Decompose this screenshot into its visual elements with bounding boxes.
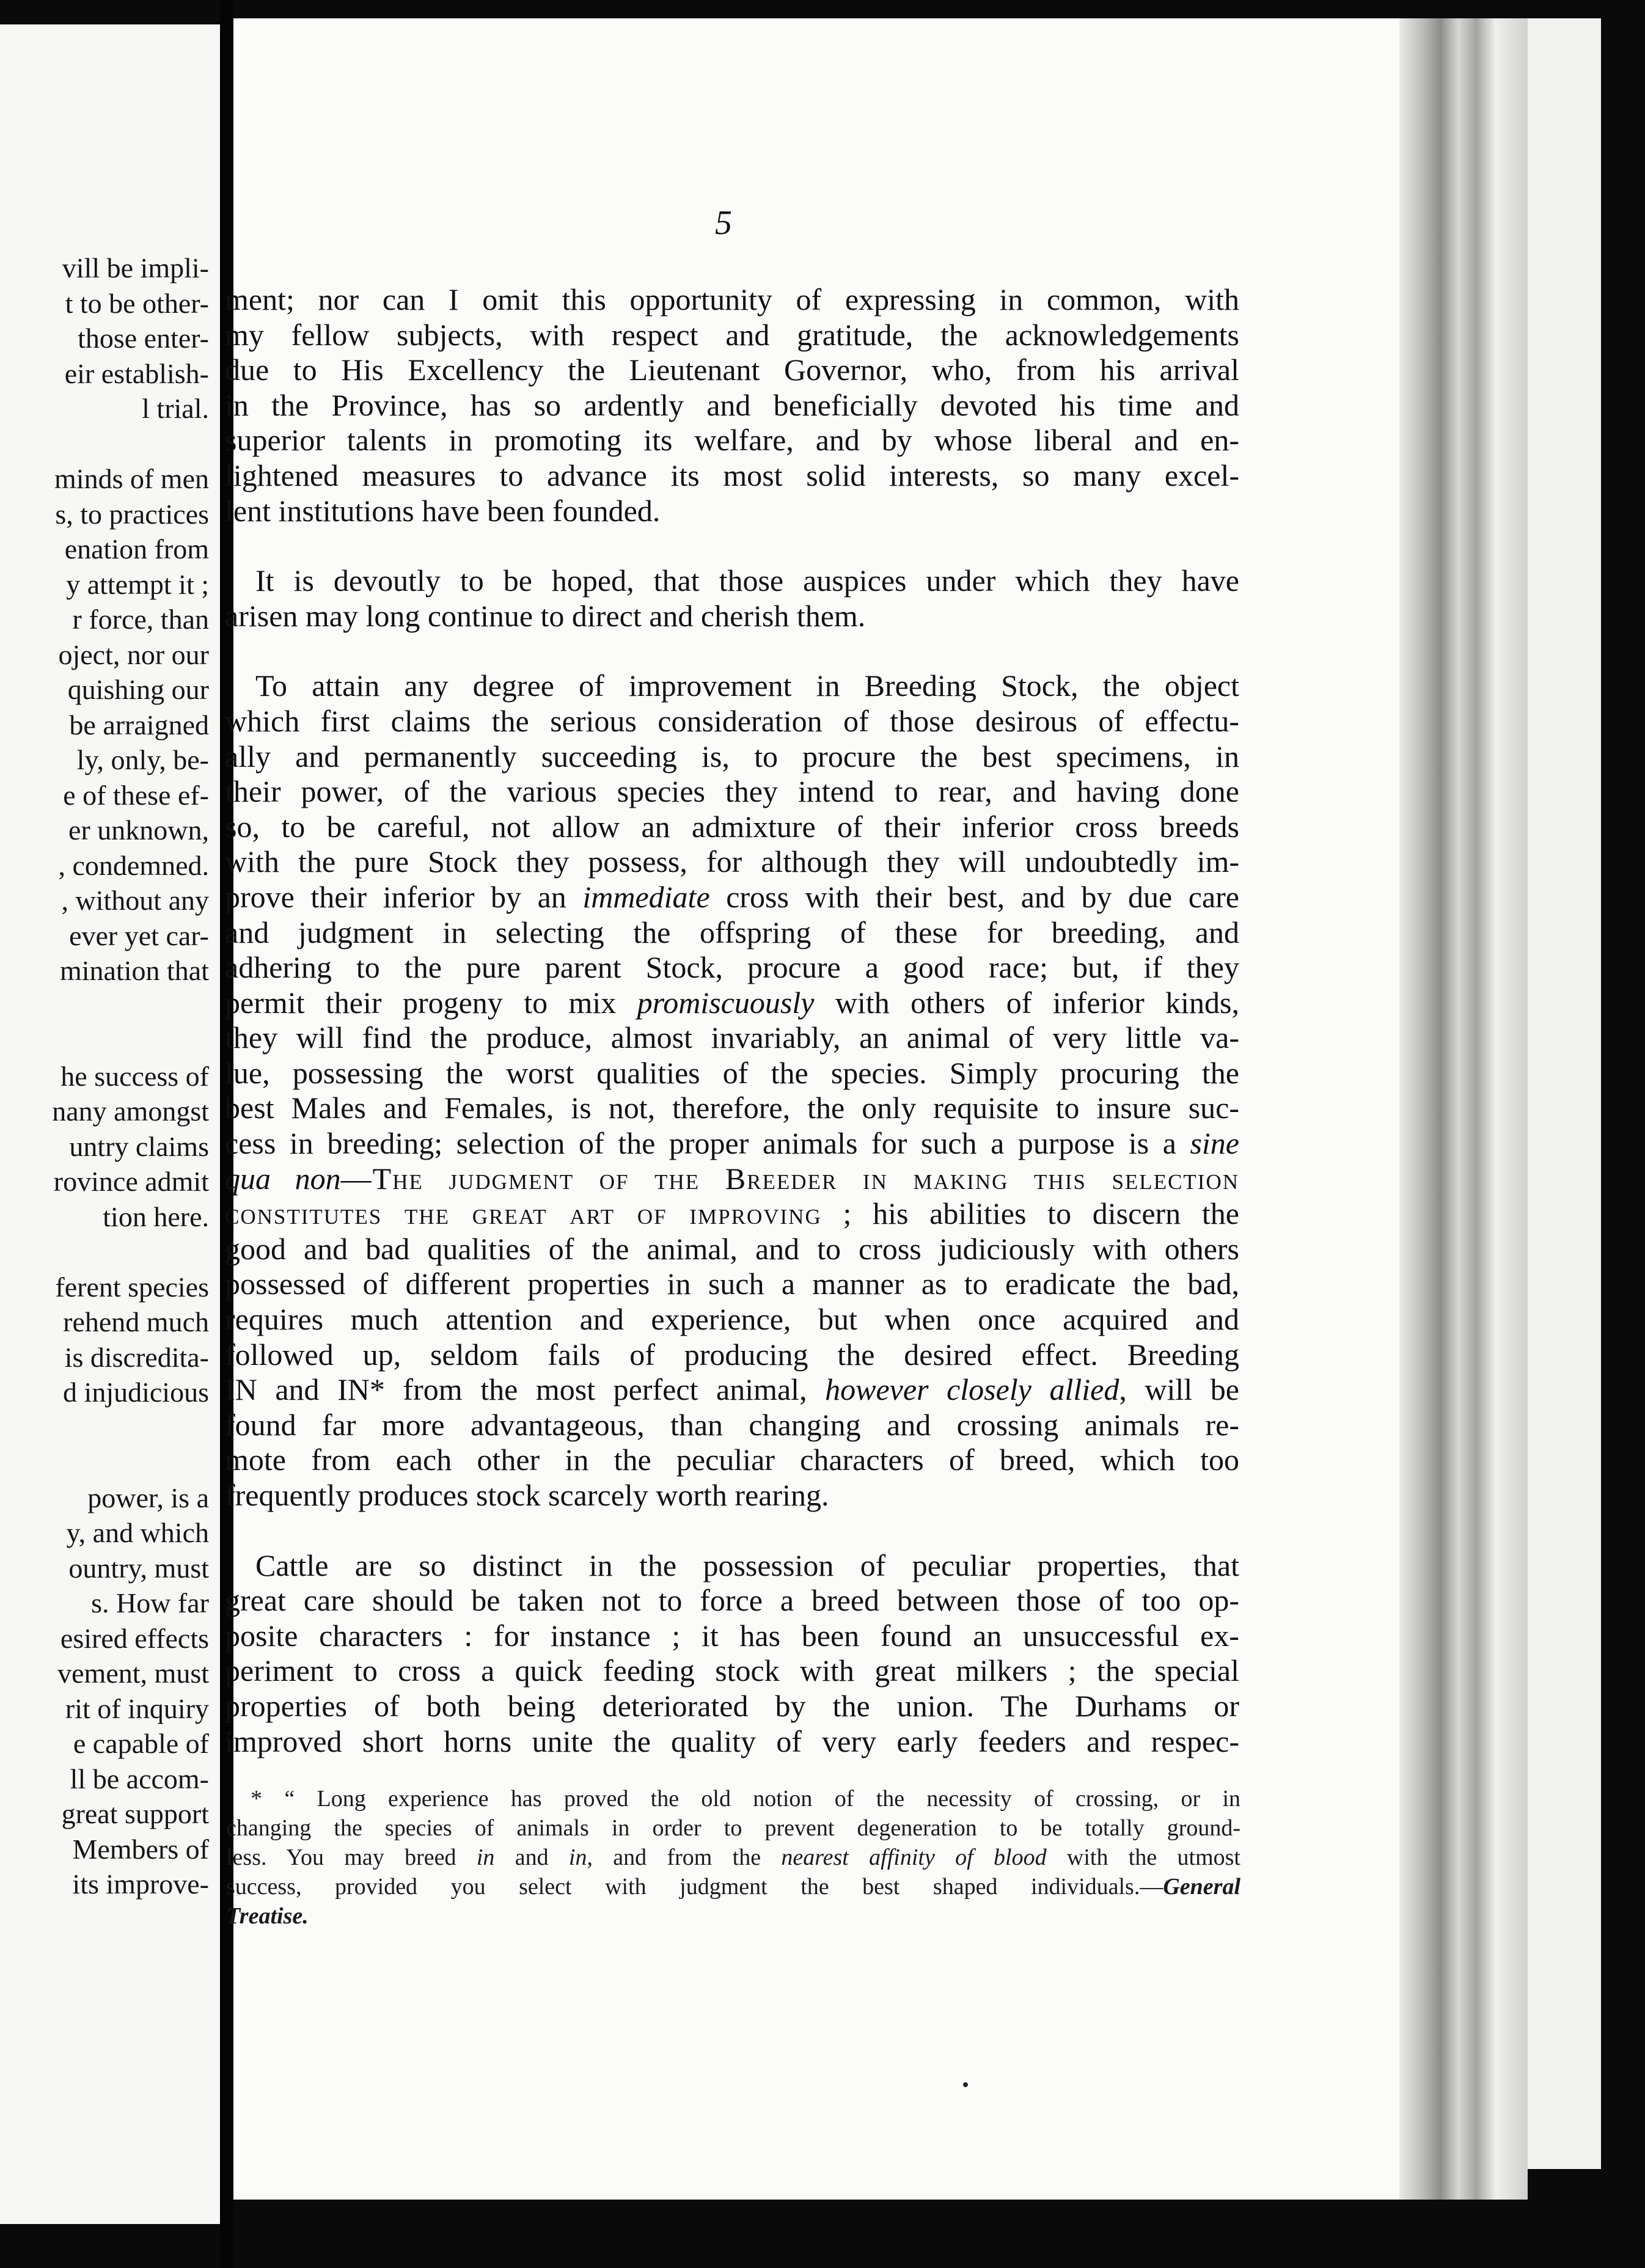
left-page-fragment <box>0 24 220 2224</box>
left-fragment-line: oject, nor our <box>58 638 209 670</box>
left-fragment-line: he success of <box>60 1060 209 1092</box>
text-line: adhering to the pure parent Stock, procure a good race; but, if they <box>225 950 1239 985</box>
left-fragment-line <box>7 1234 209 1270</box>
text-run: with the utmost <box>1046 1845 1240 1870</box>
text-line: due to His Excellency the Lieutenant Governor, who, from his arrival <box>225 353 1239 387</box>
main-text-column <box>225 282 1239 1759</box>
text-line: best Males and Females, is not, therefore, the only requisite to insure suc- <box>225 1091 1239 1125</box>
text-line: mote from each other in the peculiar characters of breed, which too <box>225 1443 1239 1477</box>
left-fragment-line <box>7 989 209 1024</box>
left-fragment-line: l trial. <box>142 393 209 424</box>
left-fragment-line: e capable of <box>73 1728 209 1759</box>
text-line: they will find the produce, almost invariably, an animal of very little va- <box>225 1020 1239 1055</box>
left-fragment-line: s. How far <box>91 1587 209 1619</box>
footnote-line: changing the species of animals in order to prevent degeneration to be totally ground- <box>226 1815 1240 1841</box>
left-fragment-line: rovince admit <box>53 1166 209 1197</box>
text-run: prove their inferior by an <box>225 879 583 914</box>
left-fragment-line <box>7 426 209 462</box>
left-fragment-line: s, to practices <box>55 498 209 530</box>
italic-run: promiscuously <box>637 985 815 1020</box>
text-line <box>225 1161 1239 1197</box>
text-line: lent institutions have been founded. <box>225 493 661 528</box>
text-line: To attain any degree of improvement in Breeding Stock, the object <box>255 668 1239 703</box>
text-line: superior talents in promoting its welfare, and by whose liberal and en- <box>225 423 1239 458</box>
left-fragment-line: untry claims <box>69 1130 209 1162</box>
text-line: properties of both being deteriorated by the union. The Durhams or <box>225 1688 1239 1723</box>
text-run: and <box>494 1845 569 1870</box>
left-fragment-line: rehend much <box>63 1306 209 1337</box>
text-line: ally and permanently succeeding is, to procure the best specimens, in <box>225 739 1239 774</box>
text-line: periment to cross a quick feeding stock with great milkers ; the special <box>225 1653 1239 1688</box>
page-edges <box>1399 18 1528 2200</box>
text-line: found far more advantageous, than changing and crossing animals re- <box>225 1407 1239 1442</box>
left-fragment-line: vement, must <box>57 1658 209 1689</box>
left-fragment-line: be arraigned <box>69 709 209 741</box>
footnote-line <box>226 1843 1240 1872</box>
text-line <box>225 1126 1239 1161</box>
text-line <box>225 986 1239 1021</box>
text-run: , and from the <box>587 1845 782 1870</box>
left-fragment-line <box>7 1410 209 1446</box>
text-line: posite characters : for instance ; it has been found an unsuccessful ex- <box>225 1618 1239 1653</box>
small-caps-run: —The judgment of the Breeder in making this selection <box>340 1161 1240 1196</box>
text-line <box>225 1372 1239 1408</box>
left-fragment-line: ferent species <box>55 1271 209 1303</box>
paragraph-4 <box>225 1548 1239 1760</box>
text-run: with others of inferior kinds, <box>814 985 1239 1020</box>
italic-run: in <box>476 1845 495 1870</box>
text-line: followed up, seldom fails of producing the desired effect. Breeding <box>225 1337 1239 1372</box>
left-page-text-column <box>7 251 209 1902</box>
text-run: permit their progeny to mix <box>225 985 637 1020</box>
left-fragment-line <box>7 1023 209 1059</box>
text-line: with the pure Stock they possess, for although they will undoubtedly im- <box>225 844 1239 879</box>
text-run: less. You may breed <box>226 1845 477 1870</box>
text-run: IN and IN* from the most perfect animal, <box>225 1372 826 1407</box>
left-fragment-line: mination that <box>59 955 209 986</box>
text-line: It is devoutly to be hoped, that those auspices under which they have <box>255 563 1239 598</box>
text-line: lightened measures to advance its most solid interests, so many excel- <box>225 458 1239 492</box>
left-fragment-line: ountry, must <box>68 1552 209 1584</box>
italic-run: in <box>568 1845 587 1870</box>
text-line: which first claims the serious consideration of those desirous of effectu- <box>225 703 1239 738</box>
left-fragment-line: its improve- <box>72 1868 209 1900</box>
italic-run: qua non <box>225 1161 341 1196</box>
left-fragment-line: tion here. <box>103 1201 209 1232</box>
left-fragment-line: Members of <box>72 1833 209 1865</box>
text-line: great care should be taken not to force a breed between those of too op- <box>225 1583 1239 1618</box>
left-fragment-line: e of these ef- <box>63 779 209 811</box>
text-line: improved short horns unite the quality of very early feeders and respec- <box>225 1724 1239 1758</box>
left-fragment-line: quishing our <box>67 674 209 705</box>
outer-page-strip <box>1528 18 1601 2169</box>
footnote-line <box>226 1872 1240 1901</box>
text-run: cross with their best, and by due care <box>709 879 1239 914</box>
left-fragment-line: y, and which <box>66 1517 209 1548</box>
italic-run: Treatise. <box>226 1903 309 1929</box>
left-fragment-line: nany amongst <box>52 1096 209 1127</box>
text-run: ; his abilities to discern the <box>821 1196 1239 1231</box>
left-fragment-line: ever yet car- <box>69 920 209 951</box>
left-fragment-line: ll be accom- <box>70 1763 209 1794</box>
ink-speck <box>963 2082 968 2087</box>
left-fragment-line: eir establish- <box>64 357 209 389</box>
footnote <box>226 1784 1240 1931</box>
text-run: cess in breeding; selection of the proper animals for such a purpose is a <box>225 1126 1190 1161</box>
text-line: so, to be careful, not allow an admixture of their inferior cross breeds <box>225 809 1239 844</box>
text-line: requires much attention and experience, but when once acquired and <box>225 1302 1239 1337</box>
text-line: frequently produces stock scarcely worth rearing. <box>225 1478 829 1512</box>
text-line: arisen may long continue to direct and cherish them. <box>225 598 866 633</box>
text-line: lue, possessing the worst qualities of the species. Simply procuring the <box>225 1055 1239 1090</box>
italic-run: General <box>1163 1874 1240 1900</box>
left-fragment-line: er unknown, <box>68 814 209 846</box>
italic-run: however closely allied <box>825 1372 1119 1407</box>
left-fragment-line: power, is a <box>87 1482 209 1513</box>
left-fragment-line: great support <box>61 1798 209 1829</box>
left-fragment-line: vill be impli- <box>62 252 209 284</box>
left-fragment-line: is discredita- <box>64 1341 209 1373</box>
left-fragment-line: , condemned. <box>58 849 209 881</box>
text-line <box>225 1196 1239 1232</box>
left-fragment-line: r force, than <box>72 604 209 635</box>
left-fragment-line: enation from <box>64 533 209 565</box>
left-fragment-line: , without any <box>61 885 209 916</box>
text-line: their power, of the various species they intend to rear, and having done <box>225 774 1239 809</box>
paragraph-2 <box>225 563 1239 634</box>
text-line: my fellow subjects, with respect and gratitude, the acknowledgements <box>225 317 1239 352</box>
left-fragment-line: ly, only, be- <box>76 744 209 775</box>
small-caps-run: constitutes the great art of improving <box>225 1196 822 1231</box>
left-fragment-line: t to be other- <box>65 287 209 319</box>
text-line: possessed of different properties in such a manner as to eradicate the bad, <box>225 1267 1239 1301</box>
text-line: and judgment in selecting the offspring of these for breeding, and <box>225 915 1239 949</box>
left-fragment-line: rit of inquiry <box>65 1692 209 1724</box>
text-run: , will be <box>1119 1372 1239 1407</box>
text-line: in the Province, has so ardently and beneficially devoted his time and <box>225 387 1239 422</box>
left-fragment-line: y attempt it ; <box>66 568 209 600</box>
text-run: success, provided you select with judgment the best shaped individuals.— <box>226 1874 1163 1900</box>
left-fragment-line <box>7 1445 209 1480</box>
italic-run: nearest affinity of blood <box>781 1845 1047 1870</box>
text-line: ment; nor can I omit this opportunity of expressing in common, with <box>225 282 1239 316</box>
text-line: good and bad qualities of the animal, and to cross judiciously with others <box>225 1231 1239 1266</box>
left-fragment-line: d injudicious <box>63 1377 209 1408</box>
left-fragment-line: those enter- <box>78 323 209 354</box>
italic-run: sine <box>1190 1126 1239 1161</box>
left-fragment-line: esired effects <box>60 1622 209 1654</box>
text-line: Cattle are so distinct in the possession of peculiar properties, that <box>255 1548 1239 1582</box>
page-number: 5 <box>715 204 732 242</box>
footnote-line <box>226 1901 1240 1931</box>
left-fragment-line: minds of men <box>54 463 209 494</box>
paragraph-1 <box>225 282 1239 529</box>
paragraph-3 <box>225 668 1239 1513</box>
text-line <box>225 880 1239 915</box>
italic-run: immediate <box>582 879 710 914</box>
footnote-line: * “ Long experience has proved the old notion of the necessity of crossing, or in <box>251 1786 1240 1812</box>
